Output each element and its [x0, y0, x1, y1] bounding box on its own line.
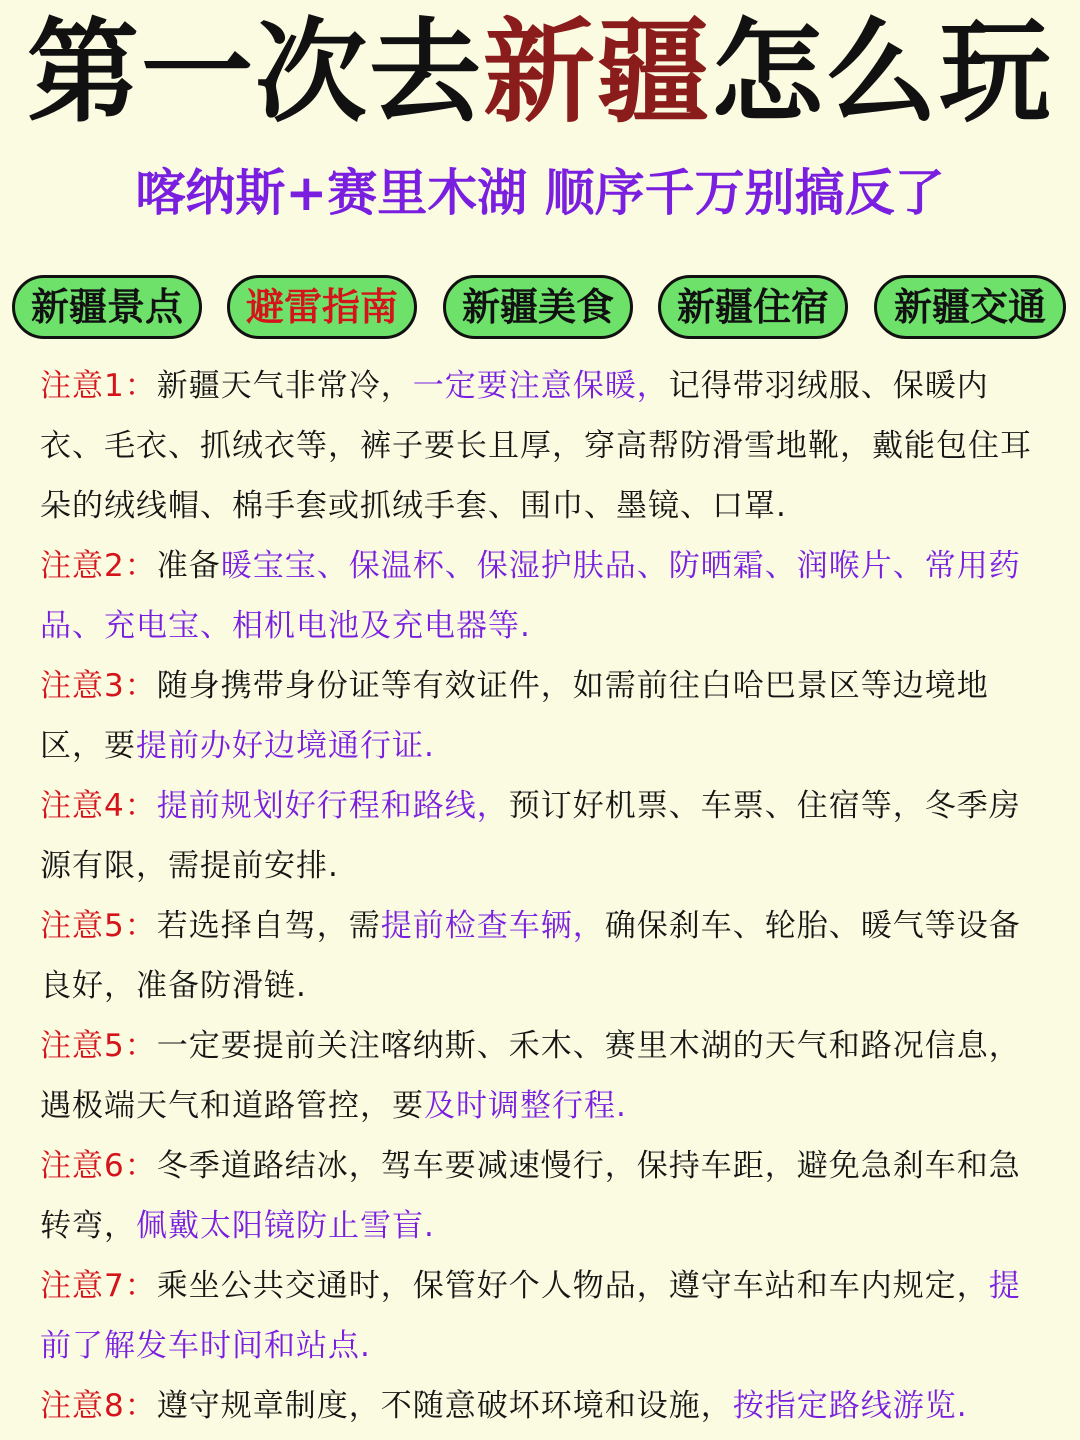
note-3: 注意3：随身携带身份证等有效证件，如需前往白哈巴景区等边境地区，要提前办好边境通行证. — [40, 668, 989, 764]
tag-transport[interactable]: 新疆交通 — [874, 275, 1066, 339]
note-label: 注意5： — [40, 1028, 157, 1064]
note-4: 注意4：提前规划好行程和路线，预订好机票、车票、住宿等，冬季房源有限，需提前安排. — [40, 788, 1021, 884]
note-label: 注意5： — [40, 908, 157, 944]
tag-sights[interactable]: 新疆景点 — [12, 275, 202, 339]
note-8: 注意8：遵守规章制度，不随意破坏环境和设施，按指定路线游览. — [40, 1388, 968, 1424]
title-accent: 新疆 — [483, 8, 711, 138]
tag-pitfall-guide[interactable]: 避雷指南 — [227, 275, 417, 339]
note-label: 注意8： — [40, 1388, 157, 1424]
note-1: 注意1：新疆天气非常冷，一定要注意保暖，记得带羽绒服、保暖内衣、毛衣、抓绒衣等，裤子要长且厚，穿高帮防滑雪地靴，戴能包住耳朵的绒线帽、棉手套或抓绒手套、围巾、墨镜、口罩. — [40, 368, 1032, 524]
note-5: 注意5：若选择自驾，需提前检查车辆，确保刹车、轮胎、暖气等设备良好，准备防滑链. — [40, 908, 1021, 1004]
note-label: 注意3： — [40, 668, 157, 704]
note-6: 注意6：冬季道路结冰，驾车要减速慢行，保持车距，避免急刹车和急转弯，佩戴太阳镜防止雪盲. — [40, 1148, 1021, 1244]
note-label: 注意1： — [40, 368, 157, 404]
note-5b: 注意5：一定要提前关注喀纳斯、禾木、赛里木湖的天气和路况信息，遇极端天气和道路管控，要及时调整行程. — [40, 1028, 1021, 1124]
note-2: 注意2：准备暖宝宝、保温杯、保湿护肤品、防晒霜、润喉片、常用药品、充电宝、相机电池及充电器等. — [40, 548, 1021, 644]
notes-list — [40, 356, 1052, 1436]
note-label: 注意7： — [40, 1268, 157, 1304]
tag-lodging[interactable]: 新疆住宿 — [658, 275, 848, 339]
note-label: 注意2： — [40, 548, 157, 584]
note-7: 注意7：乘坐公共交通时，保管好个人物品，遵守车站和车内规定，提前了解发车时间和站点. — [40, 1268, 1021, 1364]
title-part2: 怎么玩 — [711, 8, 1053, 138]
tag-row — [0, 275, 1080, 345]
page-title — [0, 8, 1080, 138]
title-part1: 第一次去 — [27, 8, 483, 138]
tag-food[interactable]: 新疆美食 — [443, 275, 633, 339]
note-label: 注意6： — [40, 1148, 157, 1184]
subtitle: 喀纳斯+赛里木湖 顺序千万别搞反了 — [135, 164, 945, 222]
note-label: 注意4： — [40, 788, 157, 824]
